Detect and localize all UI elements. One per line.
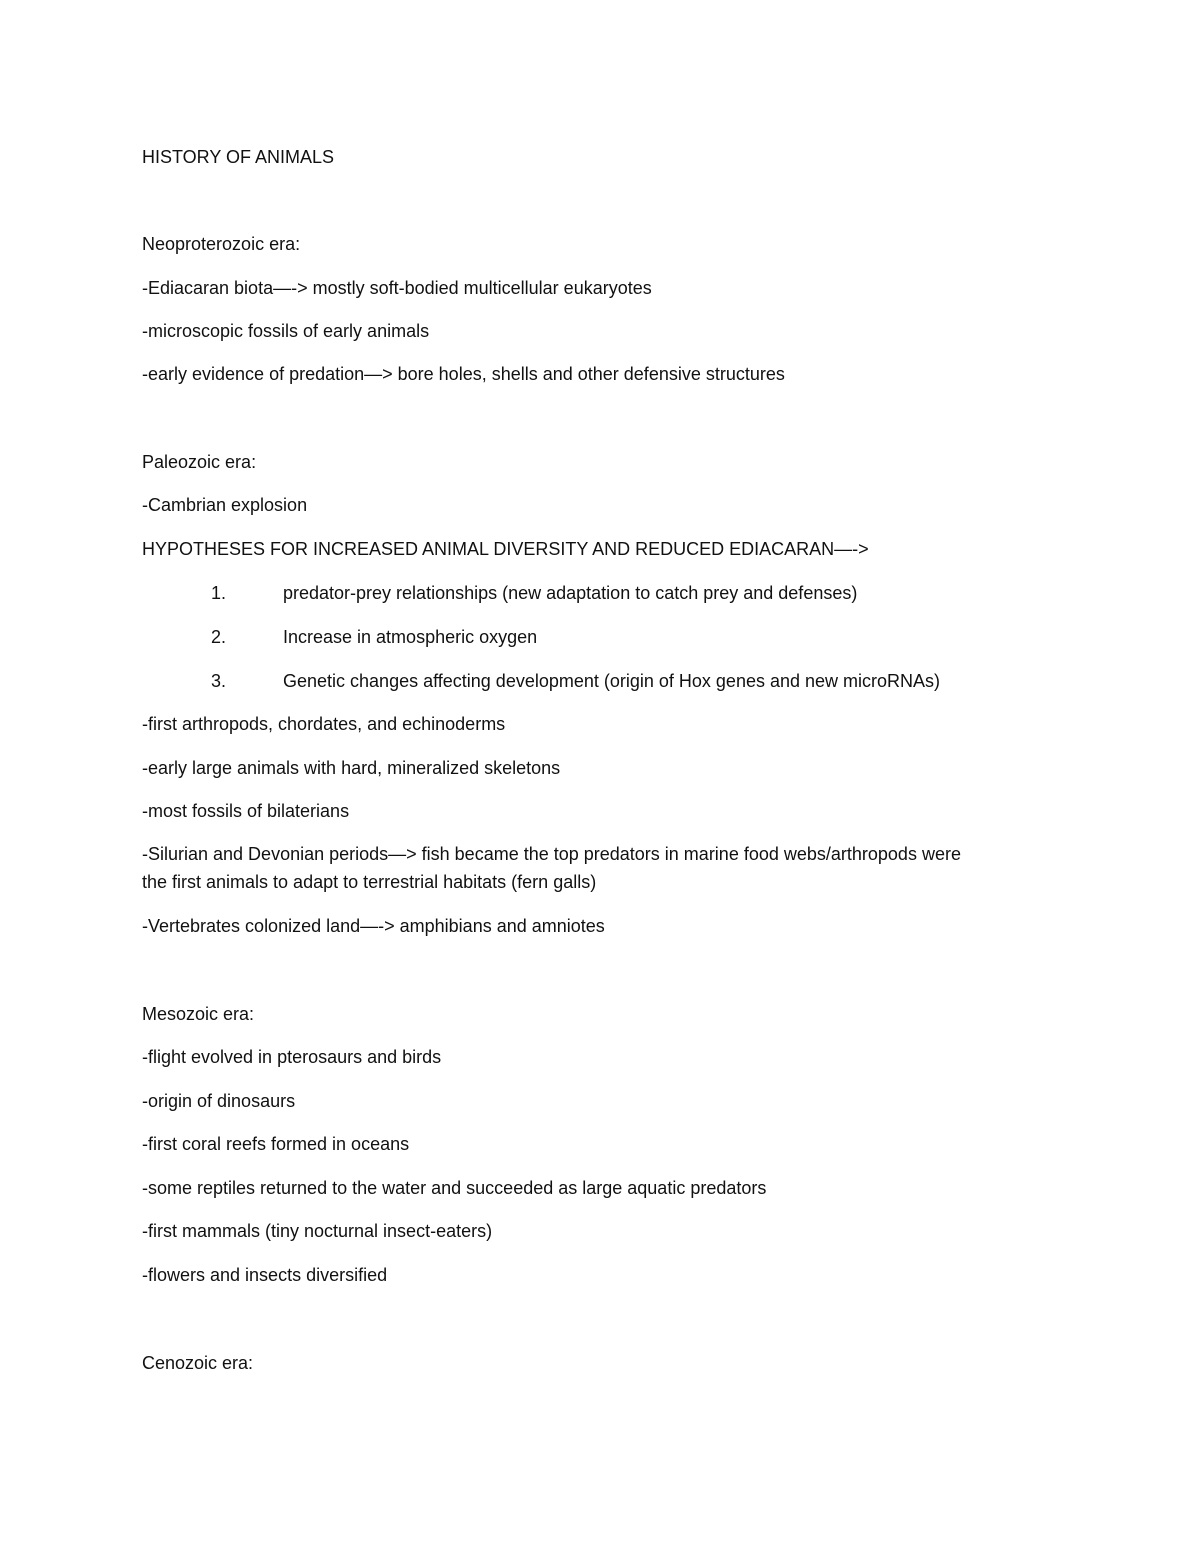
list-item: -some reptiles returned to the water and succeeded as large aquatic predators [142,1178,767,1198]
list-item: -flight evolved in pterosaurs and birds [142,1047,442,1067]
hypotheses-heading: HYPOTHESES FOR INCREASED ANIMAL DIVERSITY AND REDUCED EDIACARAN—-> [142,539,869,559]
section-heading-mesozoic: Mesozoic era: [142,1004,255,1024]
list-item: -most fossils of bilaterians [142,801,350,821]
numbered-item: Genetic changes affecting development (origin of Hox genes and new microRNAs) [283,671,941,691]
section-heading-paleozoic: Paleozoic era: [142,452,257,472]
list-item: -first mammals (tiny nocturnal insect-eaters) [142,1221,493,1241]
list-number: 1. [211,583,227,603]
numbered-item: Increase in atmospheric oxygen [283,627,538,647]
section-heading-cenozoic: Cenozoic era: [142,1353,254,1373]
list-number: 2. [211,627,227,647]
list-number: 3. [211,671,227,691]
document-title: HISTORY OF ANIMALS [142,147,335,167]
list-item: -origin of dinosaurs [142,1091,296,1111]
list-item: -early evidence of predation—> bore holes, shells and other defensive structures [142,364,785,384]
list-item: -first arthropods, chordates, and echinoderms [142,714,506,734]
list-item: -early large animals with hard, mineralized skeletons [142,758,561,778]
list-item: -first coral reefs formed in oceans [142,1134,410,1154]
section-heading-neoproterozoic: Neoproterozoic era: [142,234,301,254]
list-item: -microscopic fossils of early animals [142,321,430,341]
list-item: -Ediacaran biota—-> mostly soft-bodied multicellular eukaryotes [142,278,652,298]
list-item: -Cambrian explosion [142,495,308,515]
list-item: -Vertebrates colonized land—-> amphibians and amniotes [142,916,605,936]
list-item: -flowers and insects diversified [142,1265,388,1285]
list-item: -Silurian and Devonian periods—> fish became the top predators in marine food webs/arthropods were [142,844,961,864]
numbered-item: predator-prey relationships (new adaptation to catch prey and defenses) [283,583,858,603]
list-item-continuation: the first animals to adapt to terrestrial habitats (fern galls) [142,872,597,892]
